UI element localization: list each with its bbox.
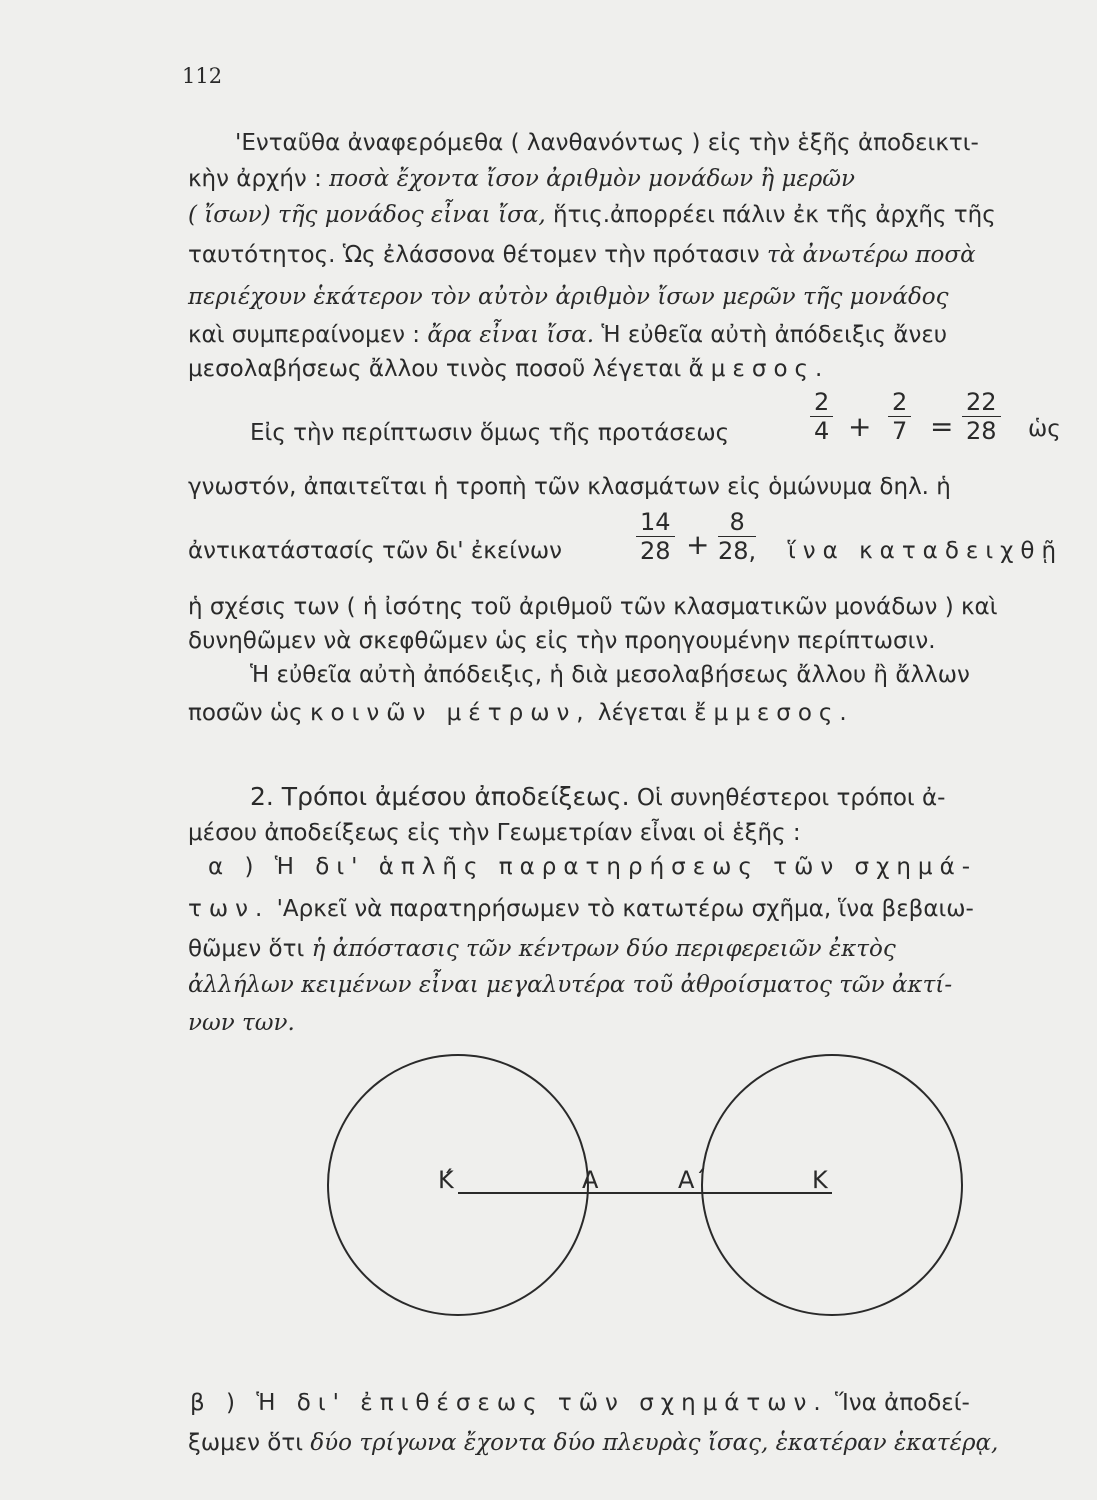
text: λέγεται bbox=[597, 700, 687, 726]
p1-line-1: 'Ενταῦθα ἀναφερόμεθα ( λανθανόντως ) εἰς τὴν ἑξῆς ἀποδεικτι- bbox=[235, 130, 979, 156]
denominator: 28, bbox=[718, 537, 757, 565]
italic-text: ἡ ἀπόστασις τῶν κέντρων δύο περιφερειῶν ἐκτὸς bbox=[311, 936, 896, 962]
p3-line-1: Ἡ εὐθεῖα αὐτὴ ἀπόδειξις, ἡ διὰ μεσολαβήσεως ἄλλου ἢ ἄλλων bbox=[250, 662, 970, 688]
denominator: 7 bbox=[892, 417, 908, 445]
denominator: 28 bbox=[640, 537, 671, 565]
text: καὶ συμπεραίνομεν : bbox=[188, 322, 421, 348]
text: Οἱ συνηθέστεροι τρόποι ἀ- bbox=[636, 785, 946, 811]
label-k1: Κ́ bbox=[438, 1166, 454, 1194]
italic-text: δύο τρίγωνα ἔχοντα δύο πλευρὰς ἴσας, ἑκατέραν ἑκατέρᾳ, bbox=[310, 1430, 999, 1456]
equals-sign: = bbox=[930, 410, 954, 443]
p2-word: ὡς bbox=[1028, 416, 1061, 442]
p2-line-3: ἀντικατάστασίς τῶν δι' ἐκείνων bbox=[188, 538, 563, 564]
label-k2: Κ bbox=[812, 1166, 828, 1194]
italic-text: ποσὰ ἔχοντα ἴσον ἀριθμὸν μονάδων ἢ μερῶν bbox=[329, 166, 856, 192]
text: κὴν ἀρχήν : bbox=[188, 166, 322, 192]
p1-line-5: περιέχουν ἑκάτερον τὸν αὐτὸν ἀριθμὸν ἴσων μερῶν τῆς μονάδος bbox=[188, 284, 949, 310]
denominator: 28 bbox=[966, 417, 997, 445]
spaced-term: ἔμμεσος. bbox=[694, 700, 854, 726]
spaced-term: ἄμεσος. bbox=[688, 356, 830, 382]
denominator: 4 bbox=[814, 417, 830, 445]
p2-line-1: Εἰς τὴν περίπτωσιν ὅμως τῆς προτάσεως bbox=[250, 420, 730, 446]
p2-spaced: ἵνα καταδειχθῇ bbox=[788, 538, 1064, 564]
text: ταυτότητος. Ὡς ἐλάσσονα θέτομεν τὴν πρότασιν bbox=[188, 242, 760, 268]
section-heading: 2. Τρόποι ἀμέσου ἀποδείξεως. bbox=[250, 782, 630, 811]
label-a: Α bbox=[582, 1166, 599, 1194]
numerator: 22 bbox=[962, 388, 1001, 417]
numerator: 2 bbox=[810, 388, 833, 417]
plus-sign: + bbox=[686, 528, 710, 561]
italic-text: τὰ ἀνωτέρω ποσὰ bbox=[766, 242, 976, 268]
p2-line-2: γνωστόν, ἀπαιτεῖται ἡ τροπὴ τῶν κλασμάτων εἰς ὁμώνυμα δηλ. ἡ bbox=[188, 474, 951, 500]
italic-text: ( ἴσων) τῆς μονάδος εἶναι ἴσα, bbox=[188, 202, 546, 228]
p2-line-4: ἡ σχέσις των ( ἡ ἰσότης τοῦ ἀριθμοῦ τῶν κλασματικῶν μονάδων ) καὶ bbox=[188, 594, 998, 620]
text: ξωμεν ὅτι bbox=[188, 1430, 304, 1456]
text: θῶμεν ὅτι bbox=[188, 936, 305, 962]
spaced-term: κοινῶν μέτρων, bbox=[310, 700, 591, 726]
spaced-term: των. bbox=[188, 896, 270, 922]
s2-item-b-line-2 bbox=[188, 1428, 1058, 1458]
right-circle bbox=[702, 1055, 962, 1315]
numerator: 2 bbox=[888, 388, 911, 417]
s2-item-b-title bbox=[190, 1388, 1060, 1418]
s2-item-a-line-4: ἀλλήλων κειμένων εἶναι μεγαλυτέρα τοῦ ἀθροίσματος τῶν ἀκτί- bbox=[188, 972, 953, 998]
text: μεσολαβήσεως ἄλλου τινὸς ποσοῦ λέγεται bbox=[188, 356, 682, 382]
s2-item-a-line-5: νων των. bbox=[188, 1010, 295, 1036]
plus-sign: + bbox=[848, 410, 872, 443]
text: ἥτις.ἀπορρέει πάλιν ἐκ τῆς ἀρχῆς τῆς bbox=[553, 202, 996, 228]
left-circle bbox=[328, 1055, 588, 1315]
text: 'Αρκεῖ νὰ παρατηρήσωμεν τὸ κατωτέρω σχῆμα, ἵνα βεβαιω- bbox=[276, 896, 974, 922]
page-number: 112 bbox=[182, 64, 223, 88]
text: ποσῶν ὡς bbox=[188, 700, 303, 726]
italic-text: ἄρα εἶναι ἴσα. bbox=[427, 322, 595, 348]
numerator: 14 bbox=[636, 508, 675, 537]
text: Ἵνα ἀποδεί- bbox=[835, 1390, 970, 1416]
p2-line-5: δυνηθῶμεν νὰ σκεφθῶμεν ὡς εἰς τὴν προηγουμένην περίπτωσιν. bbox=[188, 628, 936, 654]
spaced-term: β ) Ἡ δι' ἐπιθέσεως τῶν σχημάτων. bbox=[190, 1390, 828, 1416]
numerator: 8 bbox=[718, 508, 756, 537]
label-a2: Α΄ bbox=[678, 1166, 707, 1194]
s2-item-a-title: α ) Ἡ δι' ἁπλῆς παρατηρήσεως τῶν σχημά- bbox=[208, 854, 978, 880]
s2-line-2: μέσου ἀποδείξεως εἰς τὴν Γεωμετρίαν εἶναι οἱ ἑξῆς : bbox=[188, 820, 801, 846]
text: Ἡ εὐθεῖα αὐτὴ ἀπόδειξις ἄνευ bbox=[601, 322, 948, 348]
